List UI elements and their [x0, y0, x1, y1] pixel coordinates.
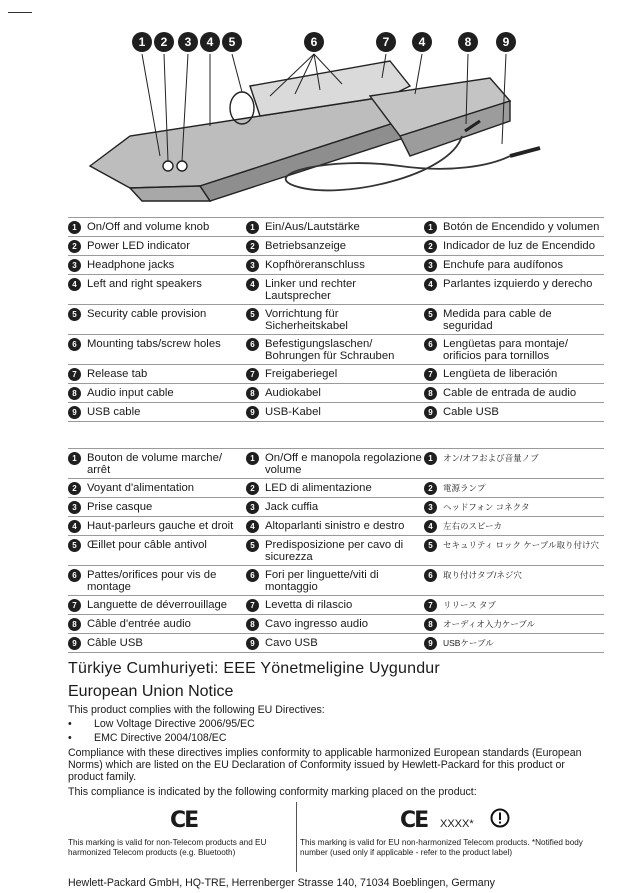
item-number-badge: 5	[424, 539, 437, 552]
part-label: Altoparlanti sinistro e destro	[265, 520, 405, 532]
item-number-badge: 4	[424, 520, 437, 533]
callout-6: 6	[304, 32, 324, 52]
part-label: Cable de entrada de audio	[443, 387, 577, 399]
table-cell	[246, 634, 424, 653]
table-row	[68, 384, 604, 403]
table-cell	[424, 634, 604, 653]
directive-item: • Low Voltage Directive 2006/95/EC	[68, 718, 255, 730]
table-cell	[424, 305, 604, 335]
table-cell	[68, 566, 246, 596]
table-cell	[424, 566, 604, 596]
item-number-badge: 4	[424, 278, 437, 291]
item-number-badge: 5	[68, 308, 81, 321]
table-row	[68, 365, 604, 384]
part-label: Medida para cable de seguridad	[443, 308, 552, 332]
table-row	[68, 634, 604, 653]
callout-1: 1	[132, 32, 152, 52]
eu-compliance-text: Compliance with these directives implies conformity to applicable harmonized European standards (European Norms) which are listed on the EU Declaration of Conformity issued by Hewlett-Packard for this product or product family.	[68, 747, 582, 783]
part-label: USB-Kabel	[265, 406, 321, 418]
table-cell	[68, 517, 246, 536]
item-number-badge: 8	[424, 618, 437, 631]
eu-intro: This product complies with the following EU Directives:	[68, 704, 325, 716]
table-row	[68, 237, 604, 256]
item-number-badge: 8	[424, 387, 437, 400]
table-cell	[246, 256, 424, 275]
ce-mark-right: CE	[400, 808, 428, 833]
table-cell	[68, 634, 246, 653]
table-cell	[246, 479, 424, 498]
item-number-badge: 1	[424, 221, 437, 234]
part-label: セキュリティ ロック ケーブル取り付け穴	[443, 540, 599, 550]
speaker-bar-illustration	[70, 26, 590, 206]
table-cell	[246, 365, 424, 384]
table-row	[68, 449, 604, 479]
item-number-badge: 6	[246, 569, 259, 582]
part-label: Enchufe para audífonos	[443, 259, 563, 271]
table-cell	[424, 403, 604, 422]
part-label: Cavo USB	[265, 637, 318, 649]
table-cell	[246, 384, 424, 403]
part-label: LED di alimentazione	[265, 482, 372, 494]
table-row	[68, 256, 604, 275]
directive-item: • EMC Directive 2004/108/EC	[68, 732, 227, 744]
part-label: Bouton de volume marche/ arrêt	[87, 452, 223, 476]
directive-text: EMC Directive 2004/108/EC	[94, 732, 227, 744]
item-number-badge: 7	[424, 368, 437, 381]
part-label: Câble USB	[87, 637, 143, 649]
table-row	[68, 305, 604, 335]
item-number-badge: 6	[424, 338, 437, 351]
item-number-badge: 9	[68, 406, 81, 419]
part-label: Audiokabel	[265, 387, 321, 399]
part-label: リリース タブ	[443, 600, 496, 610]
table-cell	[246, 517, 424, 536]
column-divider	[296, 802, 297, 872]
eu-heading: European Union Notice	[68, 683, 234, 700]
table-row	[68, 335, 604, 365]
callout-3: 3	[178, 32, 198, 52]
part-label: Mounting tabs/screw holes	[87, 338, 221, 350]
table-row	[68, 498, 604, 517]
item-number-badge: 6	[246, 338, 259, 351]
table-cell	[246, 403, 424, 422]
callout-2: 2	[154, 32, 174, 52]
part-label: Befestigungslaschen/ Bohrungen für Schrauben	[265, 338, 395, 362]
part-label: Pattes/orifices pour vis de montage	[87, 569, 217, 593]
callout-5: 5	[222, 32, 242, 52]
item-number-badge: 3	[68, 501, 81, 514]
table-cell	[246, 536, 424, 566]
table-cell	[424, 615, 604, 634]
item-number-badge: 4	[68, 520, 81, 533]
table-cell	[246, 218, 424, 237]
part-label: Jack cuffia	[265, 501, 319, 513]
item-number-badge: 1	[246, 221, 259, 234]
turkey-heading: Türkiye Cumhuriyeti: EEE Yönetmeligine Uygundur	[68, 660, 440, 677]
callout-7: 7	[376, 32, 396, 52]
part-label: Security cable provision	[87, 308, 207, 320]
part-label: Œillet pour câble antivol	[87, 539, 207, 551]
part-label: Fori per linguette/viti di montaggio	[265, 569, 379, 593]
table-cell	[246, 596, 424, 615]
item-number-badge: 2	[424, 482, 437, 495]
part-label: Cable USB	[443, 406, 499, 418]
part-label: Predisposizione per cavo di sicurezza	[265, 539, 404, 563]
manufacturer-address: Hewlett-Packard GmbH, HQ-TRE, Herrenberger Strasse 140, 71034 Boeblingen, Germany	[68, 877, 495, 889]
item-number-badge: 7	[246, 368, 259, 381]
table-cell	[246, 237, 424, 256]
table-cell	[424, 479, 604, 498]
table-cell	[68, 615, 246, 634]
item-number-badge: 8	[246, 618, 259, 631]
table-cell	[246, 275, 424, 305]
item-number-badge: 8	[246, 387, 259, 400]
part-label: 取り付けタブ/ネジ穴	[443, 570, 522, 580]
item-number-badge: 6	[424, 569, 437, 582]
marking-note-left: This marking is valid for non-Telecom products and EU harmonized Telecom products (e.g. Bluetooth)	[68, 838, 267, 857]
part-label: Betriebsanzeige	[265, 240, 347, 252]
item-number-badge: 8	[68, 387, 81, 400]
item-number-badge: 9	[424, 406, 437, 419]
part-label: Freigaberiegel	[265, 368, 338, 380]
item-number-badge: 2	[246, 482, 259, 495]
table-row	[68, 615, 604, 634]
item-number-badge: 3	[424, 501, 437, 514]
table-cell	[424, 517, 604, 536]
table-cell	[424, 218, 604, 237]
part-label: オン/オフおよび音量ノブ	[443, 453, 539, 463]
table-row	[68, 479, 604, 498]
corner-mark	[8, 12, 32, 13]
marking-note-right: This marking is valid for EU non-harmonized Telecom products. *Notified body number (used only if applicable - refer to the product label)	[300, 838, 583, 857]
table-cell	[246, 335, 424, 365]
eu-marking-intro: This compliance is indicated by the following conformity marking placed on the product:	[68, 786, 477, 798]
item-number-badge: 1	[424, 452, 437, 465]
item-number-badge: 7	[424, 599, 437, 612]
part-label: Parlantes izquierdo y derecho	[443, 278, 593, 290]
table-cell	[68, 365, 246, 384]
table-cell	[424, 275, 604, 305]
item-number-badge: 7	[68, 368, 81, 381]
part-label: Lengüetas para montaje/ orificios para tornillos	[443, 338, 568, 362]
part-label: Lengüeta de liberación	[443, 368, 558, 380]
item-number-badge: 1	[68, 452, 81, 465]
callout-8: 8	[458, 32, 478, 52]
table-cell	[68, 275, 246, 305]
part-label: 電源ランプ	[443, 483, 486, 493]
part-label: Vorrichtung für Sicherheitskabel	[265, 308, 348, 332]
item-number-badge: 2	[424, 240, 437, 253]
callout-4-right: 4	[412, 32, 432, 52]
part-label: ヘッドフォン コネクタ	[443, 502, 530, 512]
part-label: Left and right speakers	[87, 278, 202, 290]
table-cell	[424, 237, 604, 256]
part-label: Indicador de luz de Encendido	[443, 240, 595, 252]
item-number-badge: 2	[68, 240, 81, 253]
part-label: Release tab	[87, 368, 148, 380]
item-number-badge: 7	[246, 599, 259, 612]
item-number-badge: 5	[68, 539, 81, 552]
part-label: USBケーブル	[443, 638, 494, 648]
table-cell	[424, 449, 604, 479]
item-number-badge: 9	[424, 637, 437, 650]
alert-class-icon	[490, 808, 510, 828]
table-cell	[68, 449, 246, 479]
table-row	[68, 596, 604, 615]
table-cell	[246, 498, 424, 517]
part-label: Headphone jacks	[87, 259, 175, 271]
table-cell	[246, 449, 424, 479]
item-number-badge: 4	[246, 278, 259, 291]
item-number-badge: 2	[68, 482, 81, 495]
part-label: Cavo ingresso audio	[265, 618, 368, 630]
part-label: Linker und rechter Lautsprecher	[265, 278, 357, 302]
item-number-badge: 4	[246, 520, 259, 533]
part-label: Audio input cable	[87, 387, 174, 399]
table-cell	[68, 384, 246, 403]
item-number-badge: 7	[68, 599, 81, 612]
item-number-badge: 6	[68, 569, 81, 582]
item-number-badge: 3	[246, 501, 259, 514]
table-row	[68, 403, 604, 422]
callout-4: 4	[200, 32, 220, 52]
table-cell	[68, 536, 246, 566]
table-cell	[424, 384, 604, 403]
table-cell	[68, 305, 246, 335]
item-number-badge: 9	[246, 406, 259, 419]
table-row	[68, 536, 604, 566]
part-label: Câble d'entrée audio	[87, 618, 191, 630]
part-label: Ein/Aus/Lautstärke	[265, 221, 360, 233]
item-number-badge: 2	[246, 240, 259, 253]
table-cell	[424, 596, 604, 615]
table-cell	[424, 498, 604, 517]
notified-body-number: XXXX*	[440, 818, 474, 830]
part-label: Prise casque	[87, 501, 153, 513]
table-cell	[246, 305, 424, 335]
table-row	[68, 566, 604, 596]
table-cell	[424, 335, 604, 365]
item-number-badge: 5	[246, 539, 259, 552]
part-label: Power LED indicator	[87, 240, 190, 252]
table-cell	[424, 536, 604, 566]
item-number-badge: 4	[68, 278, 81, 291]
table-row	[68, 517, 604, 536]
table-cell	[68, 237, 246, 256]
table-cell	[68, 256, 246, 275]
item-number-badge: 1	[68, 221, 81, 234]
item-number-badge: 3	[68, 259, 81, 272]
table-cell	[68, 335, 246, 365]
part-label: Languette de déverrouillage	[87, 599, 228, 611]
item-number-badge: 5	[246, 308, 259, 321]
part-label: Voyant d'alimentation	[87, 482, 195, 494]
item-number-badge: 1	[246, 452, 259, 465]
table-cell	[68, 218, 246, 237]
table-cell	[246, 566, 424, 596]
directive-text: Low Voltage Directive 2006/95/EC	[94, 718, 255, 730]
callout-9: 9	[496, 32, 516, 52]
table-row	[68, 218, 604, 237]
part-label: オーディオ入力ケーブル	[443, 619, 536, 629]
part-label: On/Off and volume knob	[87, 221, 210, 233]
item-number-badge: 8	[68, 618, 81, 631]
item-number-badge: 9	[246, 637, 259, 650]
item-number-badge: 6	[68, 338, 81, 351]
table-cell	[246, 615, 424, 634]
parts-table-fr-it-ja	[68, 448, 604, 653]
part-label: 左右のスピーカ	[443, 521, 502, 531]
table-cell	[424, 365, 604, 384]
part-label: Levetta di rilascio	[265, 599, 353, 611]
part-label: Kopfhöreranschluss	[265, 259, 365, 271]
item-number-badge: 3	[424, 259, 437, 272]
item-number-badge: 5	[424, 308, 437, 321]
part-label: Botón de Encendido y volumen	[443, 221, 600, 233]
parts-table-en-de-es	[68, 217, 604, 422]
table-cell	[68, 403, 246, 422]
table-cell	[68, 479, 246, 498]
table-cell	[424, 256, 604, 275]
item-number-badge: 9	[68, 637, 81, 650]
table-cell	[68, 498, 246, 517]
table-cell	[68, 596, 246, 615]
part-label: On/Off e manopola regolazione volume	[265, 452, 422, 476]
ce-mark-left: CE	[170, 808, 198, 833]
item-number-badge: 3	[246, 259, 259, 272]
part-label: Haut-parleurs gauche et droit	[87, 520, 234, 532]
table-row	[68, 275, 604, 305]
part-label: USB cable	[87, 406, 141, 418]
